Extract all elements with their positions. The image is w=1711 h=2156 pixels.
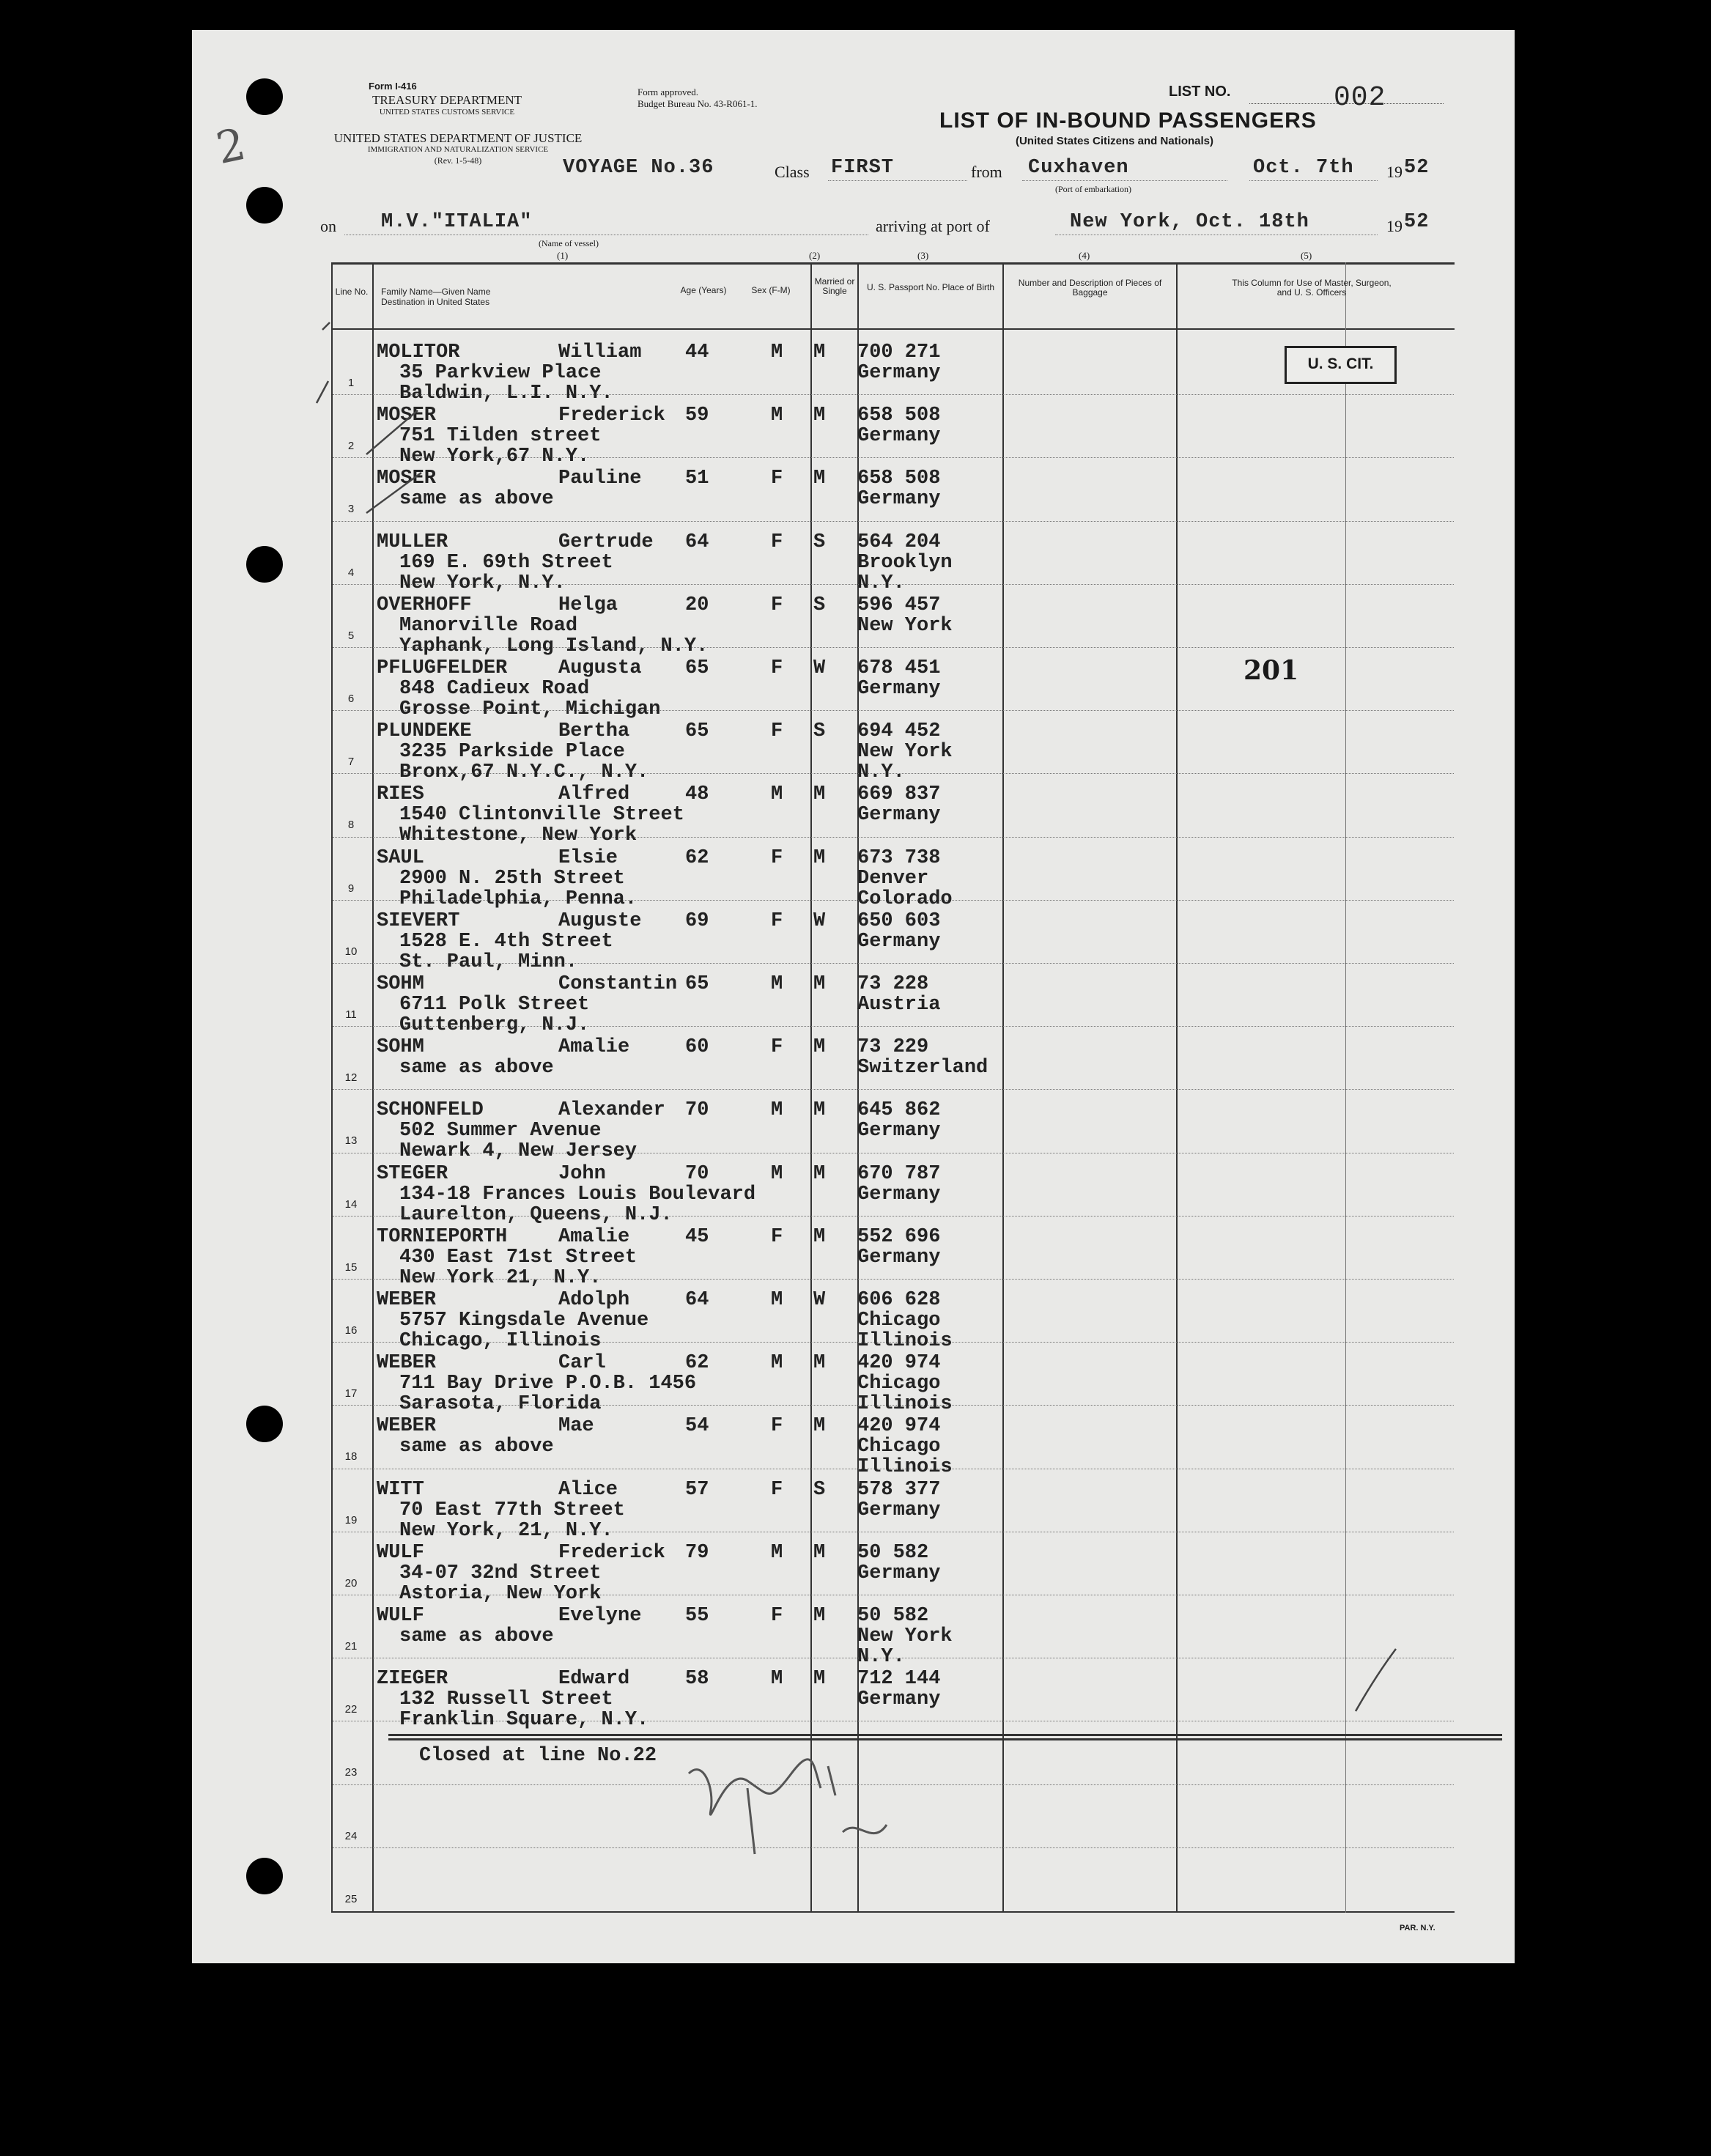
sex: F xyxy=(771,1036,783,1059)
line-number: 4 xyxy=(347,566,355,579)
given-name: Pauline xyxy=(558,468,642,490)
line-number: 5 xyxy=(347,629,355,642)
age: 70 xyxy=(685,1099,709,1122)
line-number: 8 xyxy=(347,819,355,832)
marital-status: M xyxy=(813,468,826,490)
col-header-line: Line No. xyxy=(335,287,369,297)
line-number: 19 xyxy=(344,1513,358,1526)
address-line-2: Philadelphia, Penna. xyxy=(399,887,638,910)
age: 65 xyxy=(685,973,709,995)
colnum-5: (5) xyxy=(1301,250,1312,261)
age: 58 xyxy=(685,1668,709,1691)
year2-prefix: 19 xyxy=(1386,217,1403,235)
address-line-2: Laurelton, Queens, N.J. xyxy=(399,1203,673,1226)
colnum-1: (1) xyxy=(557,250,569,261)
address-line-2: Astoria, New York xyxy=(399,1582,602,1605)
address-line-2: Chicago, Illinois xyxy=(399,1330,602,1352)
family-name: MOSER xyxy=(377,405,437,427)
sex: F xyxy=(771,468,783,490)
age: 48 xyxy=(685,783,709,806)
birthplace-line-1: New York xyxy=(857,614,953,637)
address-line-2: New York, N.Y. xyxy=(399,572,566,594)
family-name: SOHM xyxy=(377,973,424,995)
sex: M xyxy=(771,1668,783,1691)
line-number: 21 xyxy=(344,1640,358,1653)
birthplace-line-1: Germany xyxy=(857,1183,941,1206)
marital-status: S xyxy=(813,1478,826,1501)
sex: M xyxy=(771,973,783,995)
given-name: Amalie xyxy=(558,1225,630,1248)
age: 20 xyxy=(685,594,709,616)
passport-number: 73 229 xyxy=(857,1036,929,1059)
from-label: from xyxy=(971,163,1002,181)
sex: M xyxy=(771,1352,783,1375)
passport-number: 596 457 xyxy=(857,594,941,616)
age: 60 xyxy=(685,1036,709,1059)
line-number: 3 xyxy=(347,503,355,516)
sex: F xyxy=(771,594,783,616)
birthplace-line-1: Chicago xyxy=(857,1436,941,1458)
passport-number: 645 862 xyxy=(857,1099,941,1122)
passport-number: 606 628 xyxy=(857,1289,941,1311)
line-number: 22 xyxy=(344,1703,358,1716)
marital-status: M xyxy=(813,1225,826,1248)
family-name: WULF xyxy=(377,1605,424,1627)
passport-number: 673 738 xyxy=(857,846,941,869)
passport-number: 669 837 xyxy=(857,783,941,806)
given-name: Evelyne xyxy=(558,1605,642,1627)
age: 70 xyxy=(685,1162,709,1185)
address-line-2: New York,67 N.Y. xyxy=(399,446,590,468)
passport-number: 700 271 xyxy=(857,342,941,363)
address-line-1: 169 E. 69th Street xyxy=(399,551,613,574)
given-name: Frederick xyxy=(558,1541,665,1564)
sex: M xyxy=(771,1541,783,1564)
family-name: TORNIEPORTH xyxy=(377,1225,508,1248)
birthplace-line-2: Illinois xyxy=(857,1393,953,1416)
given-name: Alexander xyxy=(558,1099,665,1122)
birthplace-line-2: N.Y. xyxy=(857,1646,905,1668)
address-line-2: Grosse Point, Michigan xyxy=(399,698,661,720)
age: 62 xyxy=(685,1352,709,1375)
justice-dept: UNITED STATES DEPARTMENT OF JUSTICE xyxy=(333,131,583,145)
address-line-1: same as above xyxy=(399,1057,554,1079)
year-suffix: 52 xyxy=(1404,157,1430,179)
age: 55 xyxy=(685,1605,709,1627)
passport-number: 50 582 xyxy=(857,1605,929,1627)
address-line-2: Newark 4, New Jersey xyxy=(399,1140,638,1163)
marital-status: M xyxy=(813,783,826,806)
line-number: 17 xyxy=(344,1387,358,1400)
address-line-1: 132 Russell Street xyxy=(399,1688,613,1711)
year-prefix: 19 xyxy=(1386,163,1403,181)
address-line-1: 1528 E. 4th Street xyxy=(399,930,613,953)
vessel-note: (Name of vessel) xyxy=(539,238,599,248)
budget-bureau: Budget Bureau No. 43-R061-1. xyxy=(638,98,758,109)
address-line-2: St. Paul, Minn. xyxy=(399,950,578,973)
line-number: 1 xyxy=(347,377,355,389)
address-line-1: 751 Tilden street xyxy=(399,425,602,448)
birthplace-line-1: Chicago xyxy=(857,1310,941,1332)
closed-at-line: Closed at line No.22 xyxy=(419,1745,657,1767)
family-name: ZIEGER xyxy=(377,1668,448,1691)
given-name: Alice xyxy=(558,1478,618,1501)
address-line-1: 1540 Clintonville Street xyxy=(399,804,684,827)
given-name: Adolph xyxy=(558,1289,630,1311)
sex: M xyxy=(771,342,783,363)
address-line-1: 134-18 Frances Louis Boulevard xyxy=(399,1183,756,1206)
margin-mark: 2 xyxy=(212,118,251,175)
class-label: Class xyxy=(775,163,810,181)
given-name: Elsie xyxy=(558,846,618,869)
address-line-1: same as above xyxy=(399,1625,554,1647)
address-line-2: Whitestone, New York xyxy=(399,824,638,847)
family-name: SCHONFELD xyxy=(377,1099,484,1122)
document-title: LIST OF IN-BOUND PASSENGERS xyxy=(939,108,1317,133)
age: 65 xyxy=(685,657,709,679)
immigration-service: IMMIGRATION AND NATURALIZATION SERVICE xyxy=(367,145,549,154)
document-subtitle: (United States Citizens and Nationals) xyxy=(1015,135,1214,147)
given-name: Auguste xyxy=(558,909,642,932)
sex: F xyxy=(771,1605,783,1627)
inspector-signature xyxy=(689,1760,887,1854)
given-name: William xyxy=(558,342,642,363)
birthplace-line-2: Colorado xyxy=(857,887,953,910)
given-name: Gertrude xyxy=(558,531,654,553)
family-name: WULF xyxy=(377,1541,424,1564)
passport-number: 420 974 xyxy=(857,1352,941,1375)
birthplace-line-2: N.Y. xyxy=(857,572,905,594)
birthplace-line-1: Austria xyxy=(857,994,941,1016)
birthplace-line-1: Germany xyxy=(857,362,941,384)
age: 54 xyxy=(685,1415,709,1438)
given-name: Augusta xyxy=(558,657,642,679)
passport-number: 670 787 xyxy=(857,1162,941,1185)
given-name: Mae xyxy=(558,1415,594,1438)
given-name: Helga xyxy=(558,594,618,616)
birthplace-line-1: Germany xyxy=(857,488,941,511)
given-name: Bertha xyxy=(558,720,630,743)
marital-status: S xyxy=(813,720,826,743)
marital-status: W xyxy=(813,1289,826,1311)
line-number: 20 xyxy=(344,1576,358,1590)
check-marks xyxy=(317,322,1396,1711)
address-line-2: Yaphank, Long Island, N.Y. xyxy=(399,635,709,657)
marital-status: S xyxy=(813,531,826,553)
birthplace-line-1: New York xyxy=(857,1625,953,1647)
arrival-port: New York, Oct. 18th xyxy=(1070,211,1309,233)
passport-number: 564 204 xyxy=(857,531,941,553)
birthplace-line-1: New York xyxy=(857,741,953,764)
age: 59 xyxy=(685,405,709,427)
marital-status: M xyxy=(813,1605,826,1627)
col-header-officers: This Column for Use of Master, Surgeon, and U. S. Officers xyxy=(1232,278,1392,298)
family-name: SIEVERT xyxy=(377,909,460,932)
family-name: MULLER xyxy=(377,531,448,553)
line-number: 2 xyxy=(347,440,355,453)
sex: M xyxy=(771,405,783,427)
col-header-name: Family Name—Given Name xyxy=(381,287,491,297)
col-header-married: Married or Single xyxy=(814,276,855,296)
given-name: Amalie xyxy=(558,1036,630,1059)
family-name: RIES xyxy=(377,783,424,806)
marital-status: M xyxy=(813,342,826,363)
family-name: WEBER xyxy=(377,1352,437,1375)
family-name: MOLITOR xyxy=(377,342,460,363)
address-line-2: Sarasota, Florida xyxy=(399,1393,602,1416)
line-number: 24 xyxy=(344,1829,358,1842)
birthplace-line-1: Germany xyxy=(857,804,941,827)
marital-status: M xyxy=(813,1036,826,1059)
birthplace-line-1: Germany xyxy=(857,678,941,700)
birthplace-line-1: Germany xyxy=(857,1499,941,1521)
sex: F xyxy=(771,531,783,553)
address-line-2: New York 21, N.Y. xyxy=(399,1266,602,1289)
given-name: Carl xyxy=(558,1352,606,1375)
age: 69 xyxy=(685,909,709,932)
address-line-1: Manorville Road xyxy=(399,614,578,637)
address-line-1: 711 Bay Drive P.O.B. 1456 xyxy=(399,1373,697,1395)
line-number: 9 xyxy=(347,882,355,895)
marital-status: M xyxy=(813,1541,826,1564)
sex: F xyxy=(771,909,783,932)
address-line-1: 6711 Polk Street xyxy=(399,994,590,1016)
marital-status: M xyxy=(813,1415,826,1438)
sex: F xyxy=(771,1478,783,1501)
address-line-1: 430 East 71st Street xyxy=(399,1246,638,1269)
revision-date: (Rev. 1-5-48) xyxy=(434,155,482,166)
given-name: Constantin xyxy=(558,973,678,995)
age: 44 xyxy=(685,342,709,363)
line-number: 6 xyxy=(347,693,355,705)
age: 64 xyxy=(685,531,709,553)
address-line-1: same as above xyxy=(399,488,554,511)
line-number: 23 xyxy=(344,1766,358,1779)
given-name: Frederick xyxy=(558,405,665,427)
birthplace-line-1: Germany xyxy=(857,1246,941,1269)
age: 64 xyxy=(685,1289,709,1311)
passport-number: 552 696 xyxy=(857,1225,941,1248)
family-name: MOSER xyxy=(377,468,437,490)
port-embark-note: (Port of embarkation) xyxy=(1055,184,1131,194)
form-number: Form I-416 xyxy=(369,81,417,92)
address-line-1: same as above xyxy=(399,1436,554,1458)
passport-number: 712 144 xyxy=(857,1668,941,1691)
on-label: on xyxy=(320,217,336,235)
passport-number: 678 451 xyxy=(857,657,941,679)
age: 62 xyxy=(685,846,709,869)
col-header-destination: Destination in United States xyxy=(381,297,490,307)
passport-number: 578 377 xyxy=(857,1478,941,1501)
family-name: WITT xyxy=(377,1478,424,1501)
passport-number: 658 508 xyxy=(857,405,941,427)
line-number: 16 xyxy=(344,1324,358,1337)
age: 79 xyxy=(685,1541,709,1564)
embarkation-port: Cuxhaven xyxy=(1028,157,1129,179)
line-number: 14 xyxy=(344,1197,358,1211)
line-number: 18 xyxy=(344,1450,358,1463)
marital-status: W xyxy=(813,909,826,932)
line-number: 7 xyxy=(347,756,355,769)
marital-status: M xyxy=(813,846,826,869)
line-number: 12 xyxy=(344,1071,358,1085)
marital-status: M xyxy=(813,1162,826,1185)
vessel-name: M.V."ITALIA" xyxy=(381,211,533,233)
age: 45 xyxy=(685,1225,709,1248)
address-line-1: 5757 Kingsdale Avenue xyxy=(399,1310,649,1332)
given-name: John xyxy=(558,1162,606,1185)
marital-status: M xyxy=(813,1099,826,1122)
birthplace-line-1: Germany xyxy=(857,425,941,448)
year2-suffix: 52 xyxy=(1404,211,1430,233)
birthplace-line-1: Switzerland xyxy=(857,1057,988,1079)
line-number: 10 xyxy=(344,945,358,958)
family-name: SOHM xyxy=(377,1036,424,1059)
class-value: FIRST xyxy=(831,157,895,179)
sex: M xyxy=(771,1099,783,1122)
sex: M xyxy=(771,1289,783,1311)
line-number: 11 xyxy=(345,1008,357,1021)
family-name: WEBER xyxy=(377,1289,437,1311)
col-header-age: Age (Years) xyxy=(680,285,727,295)
marital-status: S xyxy=(813,594,826,616)
address-line-2: Franklin Square, N.Y. xyxy=(399,1709,649,1732)
address-line-2: Baldwin, L.I. N.Y. xyxy=(399,383,613,405)
customs-service: UNITED STATES CUSTOMS SERVICE xyxy=(379,108,515,117)
passport-number: 650 603 xyxy=(857,909,941,932)
address-line-1: 35 Parkview Place xyxy=(399,362,602,384)
address-line-1: 70 East 77th Street xyxy=(399,1499,625,1521)
birthplace-line-2: Illinois xyxy=(857,1456,953,1479)
age: 57 xyxy=(685,1478,709,1501)
family-name: WEBER xyxy=(377,1415,437,1438)
list-no: 002 xyxy=(1334,82,1386,114)
birthplace-line-2: Illinois xyxy=(857,1330,953,1352)
birthplace-line-1: Denver xyxy=(857,867,929,890)
marital-status: M xyxy=(813,973,826,995)
marital-status: M xyxy=(813,405,826,427)
given-name: Alfred xyxy=(558,783,630,806)
colnum-3: (3) xyxy=(917,250,929,261)
address-line-1: 2900 N. 25th Street xyxy=(399,867,625,890)
officer-note: 201 xyxy=(1243,655,1299,686)
list-no-label: LIST NO. xyxy=(1169,84,1231,100)
passport-number: 73 228 xyxy=(857,973,929,995)
marital-status: M xyxy=(813,1352,826,1375)
printer-mark: PAR. N.Y. xyxy=(1400,1924,1435,1932)
departure-date: Oct. 7th xyxy=(1253,157,1354,179)
birthplace-line-1: Germany xyxy=(857,1688,941,1711)
sex: F xyxy=(771,1415,783,1438)
sex: F xyxy=(771,1225,783,1248)
line-number: 13 xyxy=(344,1134,358,1148)
family-name: PLUNDEKE xyxy=(377,720,472,743)
address-line-1: 3235 Parkside Place xyxy=(399,741,625,764)
address-line-1: 848 Cadieux Road xyxy=(399,678,590,700)
colnum-2: (2) xyxy=(809,250,821,261)
family-name: STEGER xyxy=(377,1162,448,1185)
address-line-2: New York, 21, N.Y. xyxy=(399,1519,613,1542)
family-name: SAUL xyxy=(377,846,424,869)
line-number: 15 xyxy=(344,1260,358,1274)
sex: M xyxy=(771,1162,783,1185)
family-name: PFLUGFELDER xyxy=(377,657,508,679)
birthplace-line-1: Brooklyn xyxy=(857,551,953,574)
age: 65 xyxy=(685,720,709,743)
col-header-baggage: Number and Description of Pieces of Baggage xyxy=(1018,278,1162,298)
passport-number: 694 452 xyxy=(857,720,941,743)
birthplace-line-2: N.Y. xyxy=(857,761,905,784)
address-line-1: 34-07 32nd Street xyxy=(399,1562,602,1584)
address-line-1: 502 Summer Avenue xyxy=(399,1120,602,1142)
voyage-number: VOYAGE No.36 xyxy=(563,157,714,179)
age: 51 xyxy=(685,468,709,490)
sex: F xyxy=(771,657,783,679)
sex: F xyxy=(771,720,783,743)
birthplace-line-1: Germany xyxy=(857,930,941,953)
us-citizen-stamp: U. S. CIT. xyxy=(1285,346,1397,384)
given-name: Edward xyxy=(558,1668,630,1691)
address-line-2: Guttenberg, N.J. xyxy=(399,1014,590,1036)
colnum-4: (4) xyxy=(1079,250,1090,261)
passport-number: 50 582 xyxy=(857,1541,929,1564)
form-approved: Form approved. xyxy=(638,86,699,97)
family-name: OVERHOFF xyxy=(377,594,472,616)
passport-number: 658 508 xyxy=(857,468,941,490)
line-number: 25 xyxy=(344,1892,358,1905)
passport-number: 420 974 xyxy=(857,1415,941,1438)
birthplace-line-1: Germany xyxy=(857,1562,941,1584)
birthplace-line-1: Chicago xyxy=(857,1373,941,1395)
sex: F xyxy=(771,846,783,869)
address-line-2: Bronx,67 N.Y.C., N.Y. xyxy=(399,761,649,784)
treasury-dept: TREASURY DEPARTMENT xyxy=(372,93,522,107)
sex: M xyxy=(771,783,783,806)
marital-status: W xyxy=(813,657,826,679)
birthplace-line-1: Germany xyxy=(857,1120,941,1142)
marital-status: M xyxy=(813,1668,826,1691)
arriving-label: arriving at port of xyxy=(876,217,990,235)
col-header-passport: U. S. Passport No. Place of Birth xyxy=(866,282,995,292)
col-header-sex: Sex (F-M) xyxy=(751,285,791,295)
